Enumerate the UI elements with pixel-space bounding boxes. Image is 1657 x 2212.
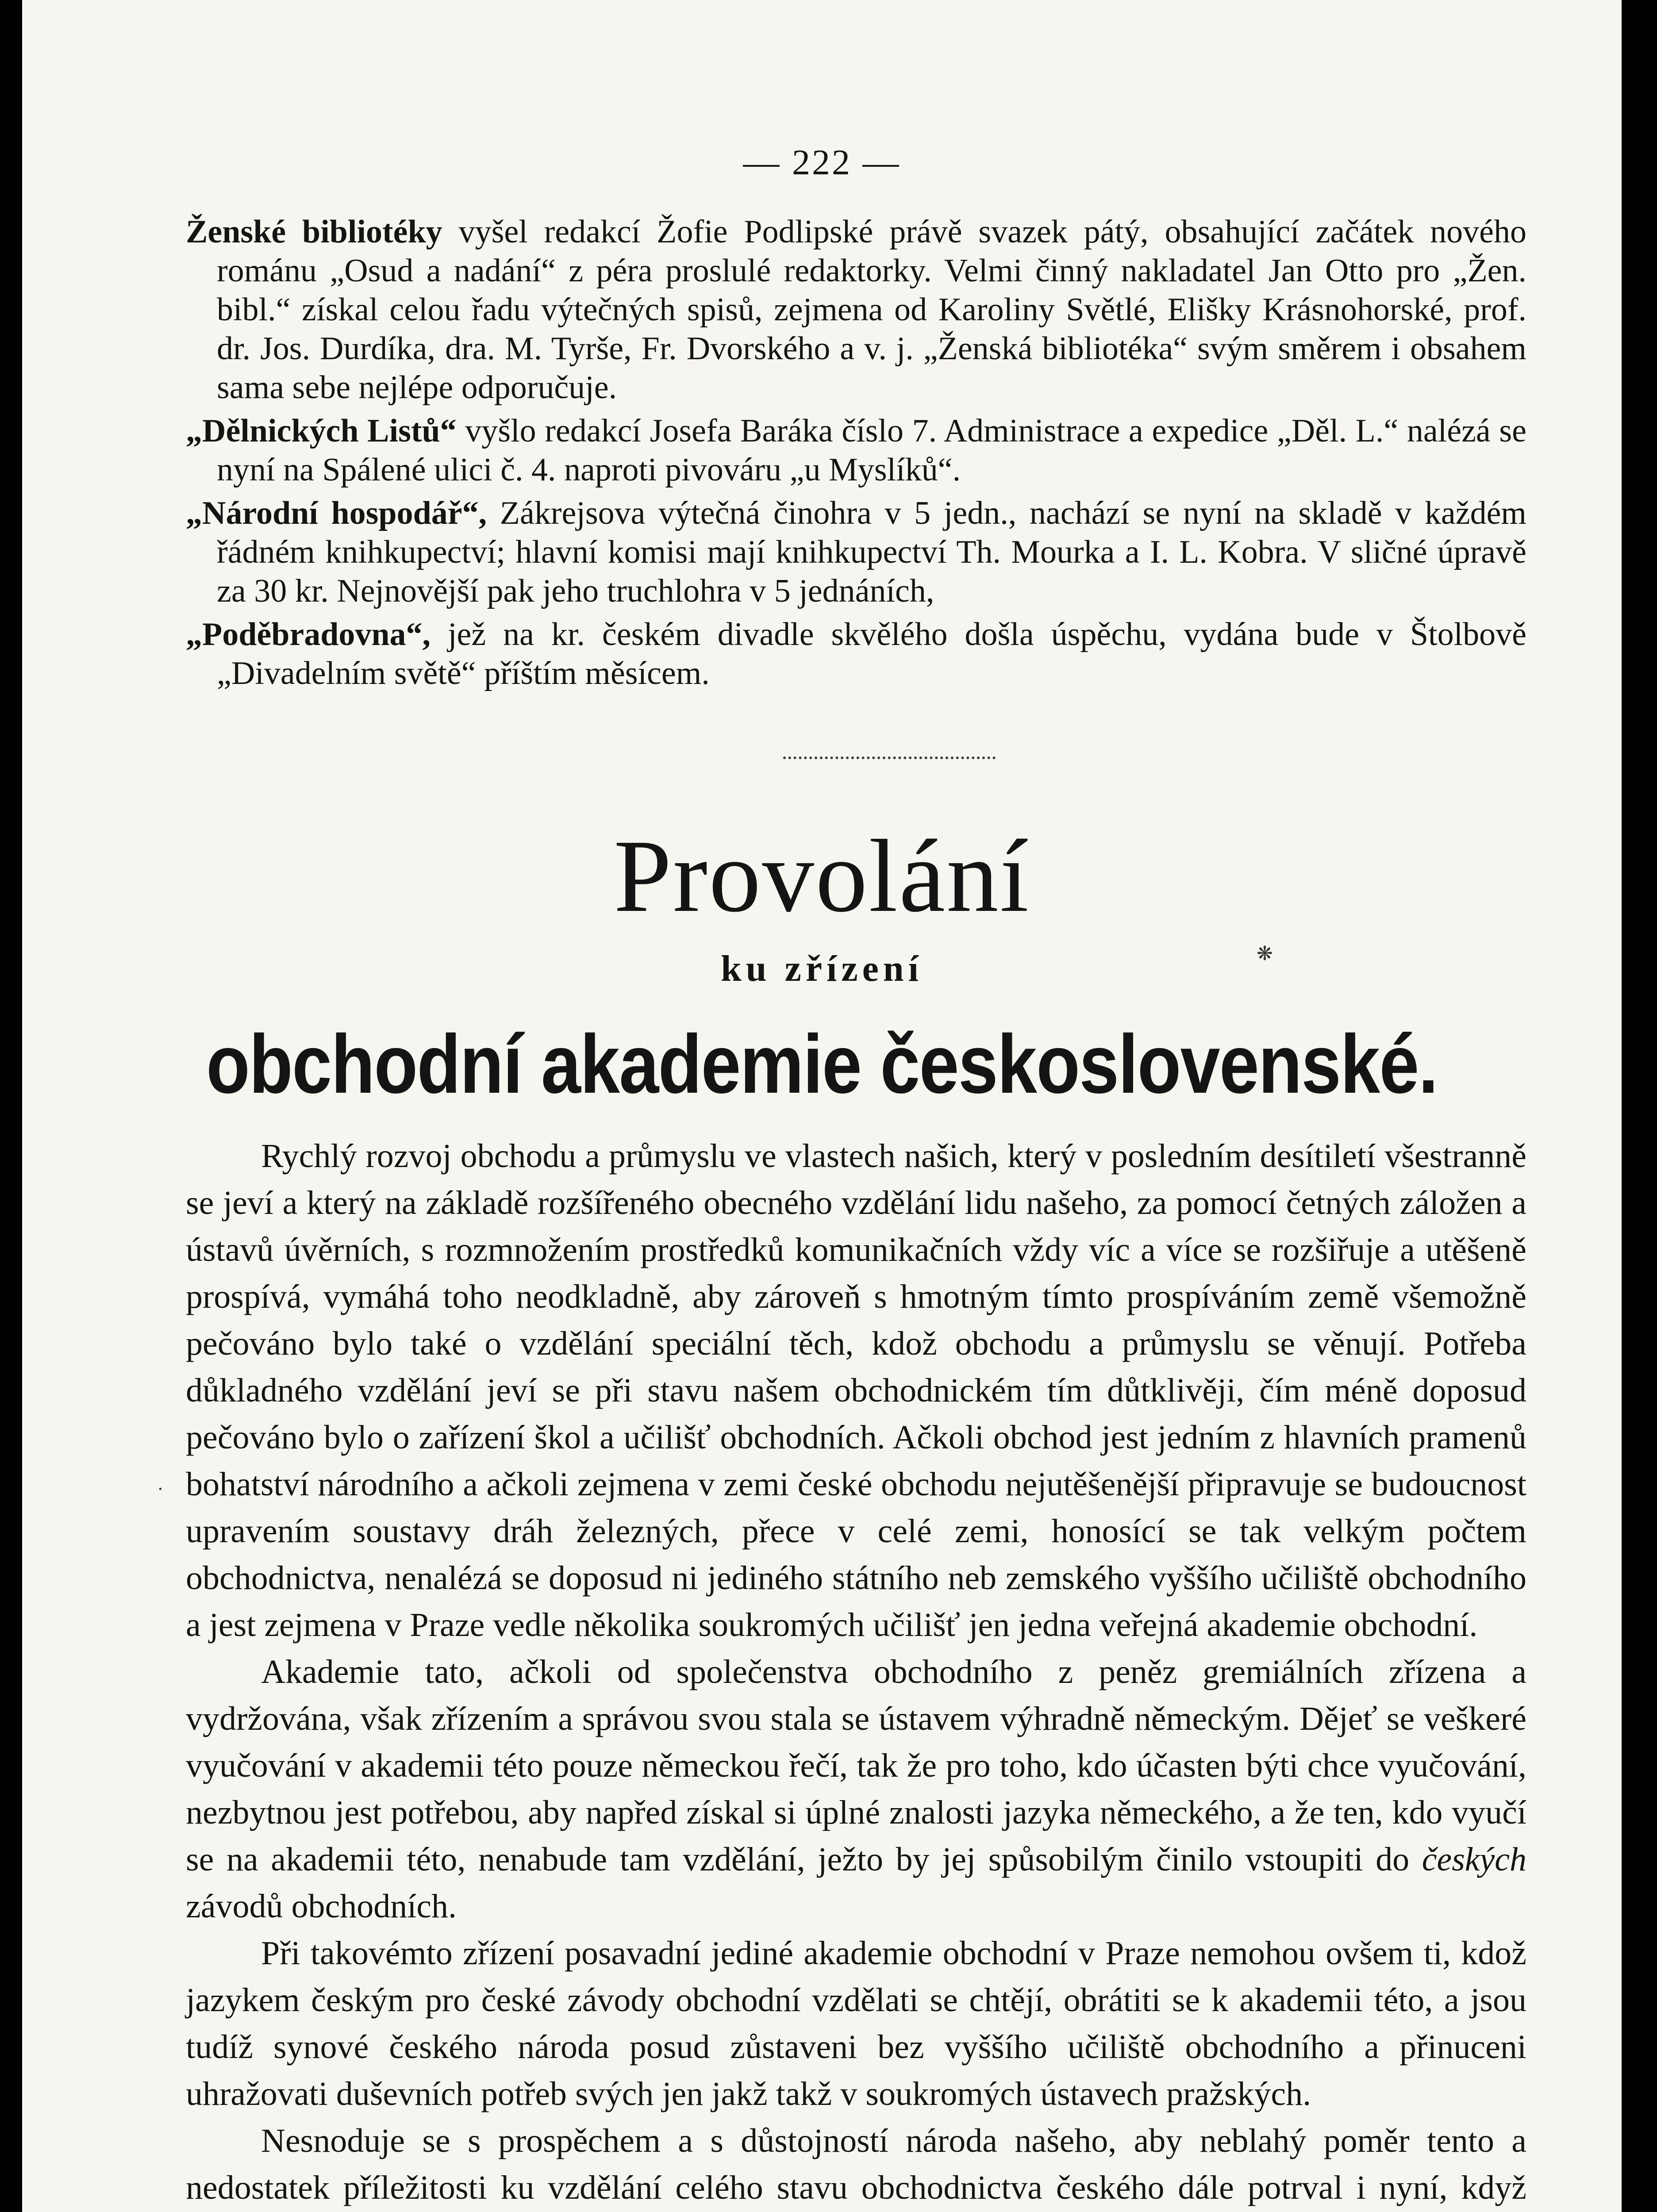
body-paragraph-end: závodů obchodních. <box>186 1888 457 1925</box>
heading-main: obchodní akademie československé. <box>206 1018 1438 1110</box>
notice-lead: „Národní hospodář“, <box>186 495 487 531</box>
notice-text: vyšlo redakcí Josefa Baráka číslo 7. Administrace a expedice „Děl. L.“ nalézá se nyní na Spálené ulici č. 4. naproti pivováru „u Myslíků“. <box>217 413 1526 488</box>
body-italic-word: českých <box>1422 1841 1526 1878</box>
heading-subtitle: ku zřízení <box>721 948 923 989</box>
notice-paragraph <box>186 615 1526 693</box>
heading-title: Provolání <box>614 818 1030 933</box>
notice-text: jež na kr. českém divadle skvělého došla úspěchu, vydána bude v Štolbově „Divadelním světě“ příštím měsícem. <box>217 616 1526 691</box>
notices-section <box>186 212 1526 697</box>
notice-paragraph <box>186 494 1526 611</box>
body-paragraph: Rychlý rozvoj obchodu a průmyslu ve vlastech našich, který v posledním desítiletí všestranně se jeví a který na základě rozšířeného obecného vzdělání lidu našeho, za pomocí četných záložen a ústavů úvěrních, s rozmnožením prostředků komunikačních vždy víc a více se rozšiřuje a utěšeně prospívá, vymáhá toho neodkladně, aby zároveň s hmotným tímto prospíváním země všemožně pečováno bylo také o vzdělání speciální těch, kdož obchodu a průmyslu se věnují. Potřeba důkladného vzdělání jeví se při stavu našem obchodnickém tím důtklivěji, čím méně doposud pečováno bylo o zařízení škol a učilišť obchodních. Ačkoli obchod jest jedním z hlavních pramenů bohatství národního a ačkoli zejmena v zemi české obchodu nejutěšenější připravuje se budoucnost upravením soustavy dráh železných, přece v celé zemi, honosící se tak velkým počtem obchodnictva, nenalézá se doposud ni jediného státního neb zemského vyššího učiliště obchodního a jest zejmena v Praze vedle několika soukromých učilišť jen jedna veřejná akademie obchodní. <box>186 1137 1526 1644</box>
body-paragraph: Při takovémto zřízení posavadní jediné akademie obchodní v Praze nemohou ovšem ti, kdož jazykem českým pro české závody obchodní vzdělati se chtějí, obrátiti se k akademii této, a jsou tudíž synové českého národa posud zůstaveni bez vyššího učiliště obchodního a přinuceni uhražovati duševních potřeb svých jen jakž takž v soukromých ústavech pražských. <box>186 1935 1526 2112</box>
notice-paragraph <box>186 411 1526 489</box>
notice-lead: „Poděbradovna“, <box>186 616 431 653</box>
notice-lead: Ženské bibliotéky <box>186 214 442 250</box>
notice-paragraph <box>186 212 1526 407</box>
body-paragraph: Nesnoduje se s prospěchem a s důstojností národa našeho, aby neblahý poměr tento a nedostatek příležitosti ku vzdělání celého stavu obchodnictva českého dále potrval i nyní, když <box>186 2122 1526 2206</box>
notice-text: vyšel redakcí Žofie Podlipské právě svazek pátý, obsahující začátek nového románu „Osud a nadání“ z péra proslulé redaktorky. Velmi činný nakladatel Jan Otto pro „Žen. bibl.“ získal celou řadu výtečných spisů, zejmena od Karoliny Světlé, Elišky Krásnohorské, prof. dr. Jos. Durdíka, dra. M. Tyrše, Fr. Dvorského a v. j. „Ženská bibliotéka“ svým směrem i obsahem sama sebe nejlépe odporučuje. <box>217 214 1527 406</box>
body-text <box>186 1133 1526 2212</box>
notice-text: Zákrejsova výtečná činohra v 5 jedn., nachází se nyní na skladě v každém řádném knihkupectví; hlavní komisi mají knihkupectví Th. Mourka a I. L. Kobra. V sličné úpravě za 30 kr. Nejnovější pak jeho truchlohra v 5 jednáních, <box>217 495 1526 609</box>
print-speck-mark: · <box>157 1478 164 1500</box>
body-paragraph-start: Akademie tato, ačkoli od společenstva obchodního z peněz gremiálních zřízena a vydržována, však zřízením a správou svou stala se ústavem výhradně německým. Dějeť se veškeré vyučování v akademii této pouze německou řečí, tak že pro toho, kdo účasten býti chce vyučování, nezbytnou jest potřebou, aby napřed získal si úplné znalosti jazyka německého, a že ten, kdo vyučí se na akademii této, nenabude tam vzdělání, ježto by jej spůsobilým činilo vstoupiti do <box>186 1653 1526 1878</box>
page-number: — 222 — <box>743 142 901 182</box>
section-divider <box>783 757 996 759</box>
body-paragraph <box>186 1648 1526 1930</box>
page-sheet <box>22 0 1622 2212</box>
notice-lead: „Dělnických Listů“ <box>186 413 457 449</box>
print-speck-mark: ❋ <box>1257 943 1273 964</box>
